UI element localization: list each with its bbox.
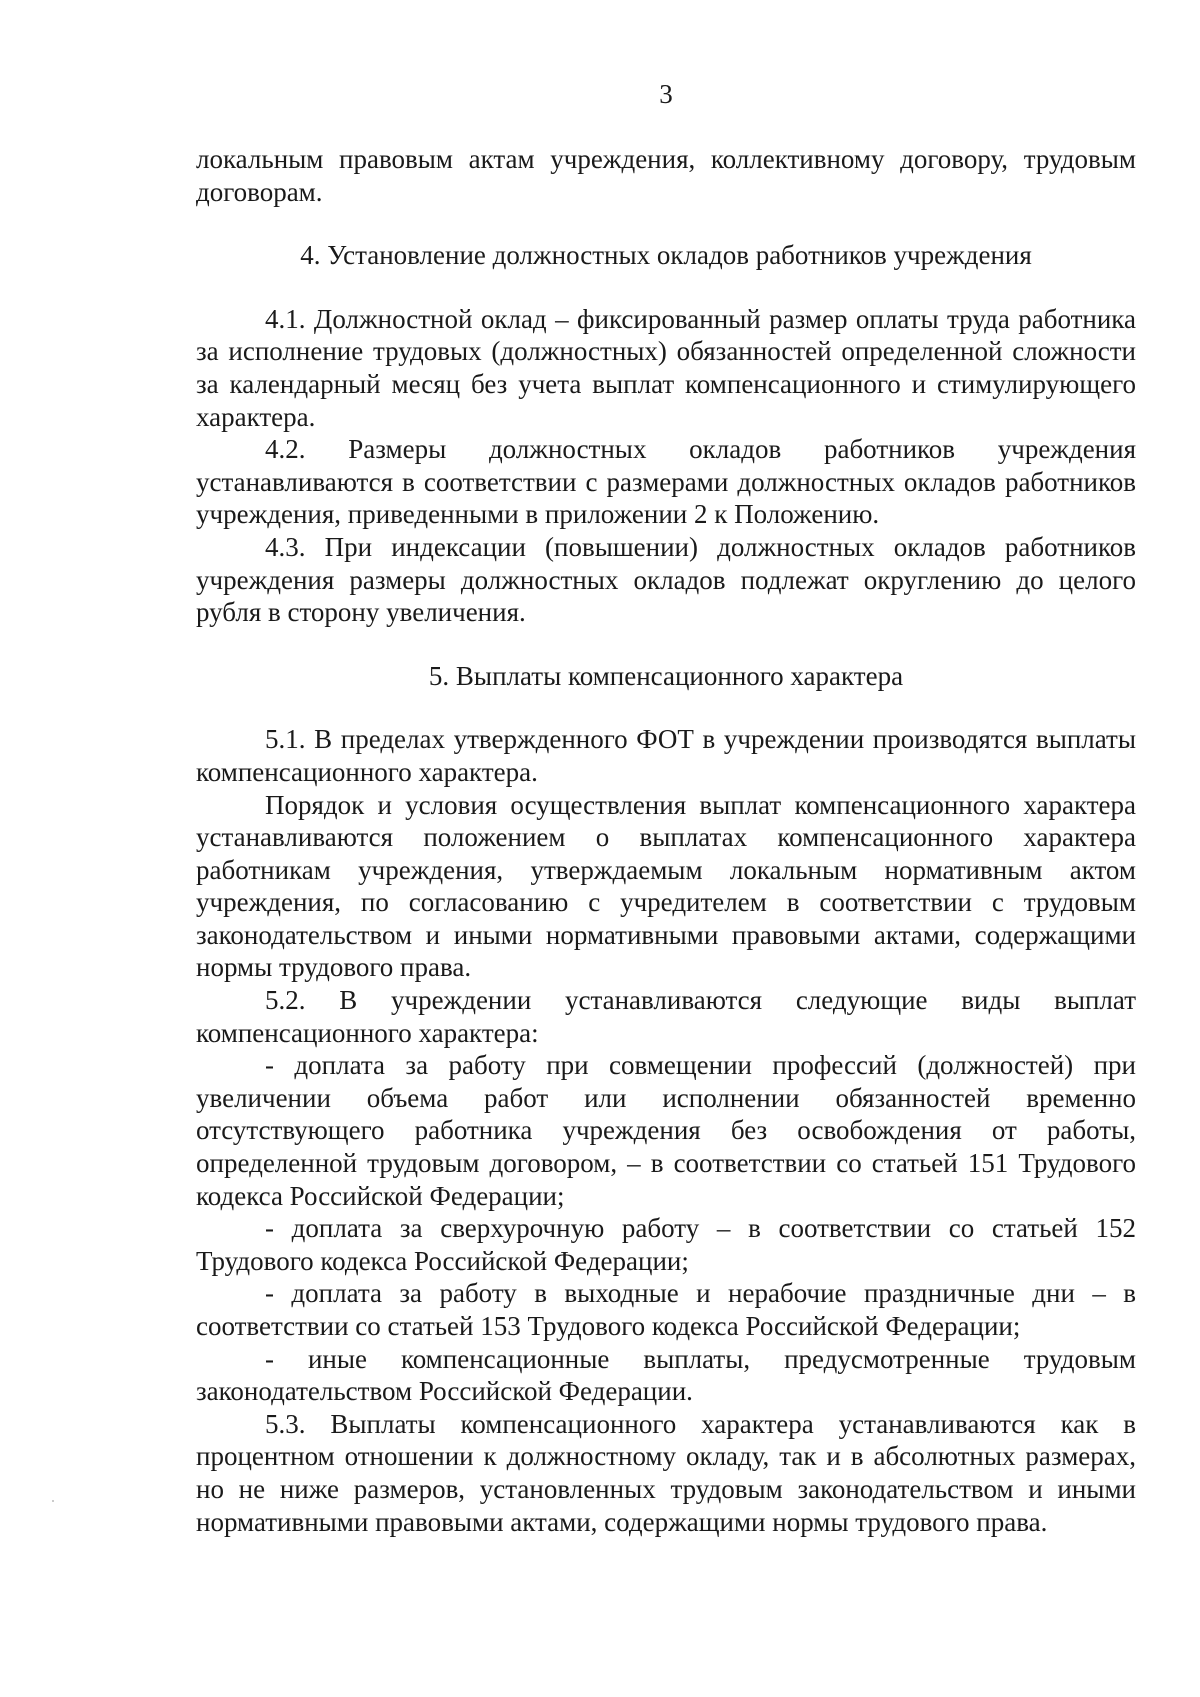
section-heading-5: 5. Выплаты компенсационного характера (428, 660, 904, 691)
clause-5-2: 5.2. В учреждении устанавливаются следующие виды выплат компенсационного характера: (196, 985, 1136, 1048)
list-item-combination-pay: - доплата за работу при совмещении профессий (должностей) при увеличении объема работ или исполнении обязанностей временно отсутствующего работника учреждения без освобождения от работы, определенной трудовым договором, – в соответствии со статьей 151 Трудового кодекса Российской Федерации; (196, 1050, 1136, 1211)
document-body (196, 143, 1136, 1538)
clause-5-1: 5.1. В пределах утвержденного ФОТ в учреждении производятся выплаты компенсационного характера. (196, 724, 1136, 787)
clause-4-1: 4.1. Должностной оклад – фиксированный размер оплаты труда работника за исполнение трудовых (должностных) обязанностей определенной сложности за календарный месяц без учета выплат компенсационного и стимулирующего характера. (196, 303, 1136, 432)
list-item-overtime-pay: - доплата за сверхурочную работу – в соответствии со статьей 152 Трудового кодекса Российской Федерации; (196, 1213, 1136, 1276)
page-number: 3 (659, 79, 673, 109)
list-item-holiday-pay: - доплата за работу в выходные и нерабочие праздничные дни – в соответствии со статьей 153 Трудового кодекса Российской Федерации; (196, 1278, 1136, 1341)
scan-speck (52, 1500, 54, 1502)
clause-4-2: 4.2. Размеры должностных окладов работников учреждения устанавливаются в соответствии с размерами должностных окладов работников учреждения, приведенными в приложении 2 к Положению. (196, 434, 1136, 530)
list-item-other-compensation: - иные компенсационные выплаты, предусмотренные трудовым законодательством Российской Федерации. (196, 1343, 1136, 1407)
paragraph-continuation: локальным правовым актам учреждения, коллективному договору, трудовым договорам. (196, 144, 1136, 207)
clause-4-3: 4.3. При индексации (повышении) должностных окладов работников учреждения размеры должностных окладов подлежат округлению до целого рубля в сторону увеличения. (196, 531, 1136, 628)
clause-5-1-order: Порядок и условия осуществления выплат компенсационного характера устанавливаются положением о выплатах компенсационного характера работникам учреждения, утверждаемым локальным нормативным актом учреждения, по согласованию с учредителем в соответствии с трудовым законодательством и иными нормативными правовыми актами, содержащими нормы трудового права. (196, 789, 1136, 983)
clause-5-3: 5.3. Выплаты компенсационного характера устанавливаются как в процентном отношении к должностному окладу, так и в абсолютных размерах, но не ниже размеров, установленных трудовым законодательством и иными нормативными правовыми актами, содержащими нормы трудового права. (196, 1408, 1136, 1537)
section-heading-4: 4. Установление должностных окладов работников учреждения (300, 240, 1032, 271)
